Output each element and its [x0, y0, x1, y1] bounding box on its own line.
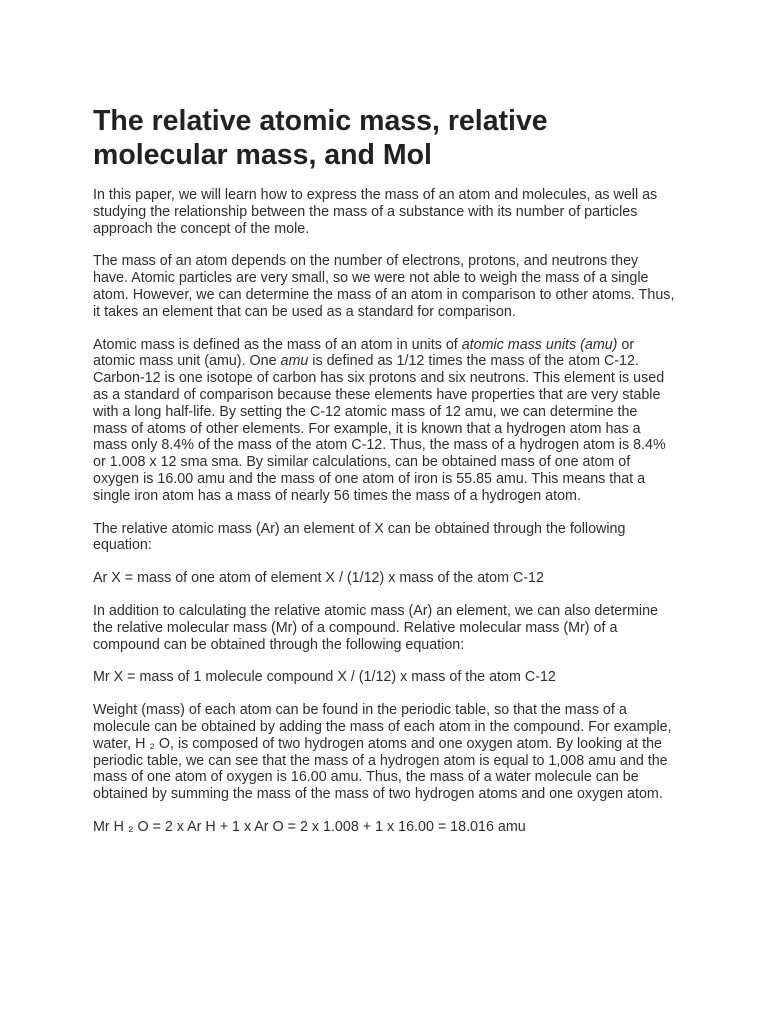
equation-ar — [93, 570, 675, 587]
text-segment: is defined as 1/12 times the mass of the atom C-12. Carbon-12 is one isotope of carbon has six protons and six neutrons. This element is used as a standard of comparison because these elements have properties that are very stable with a long half-life. By setting the C-12 atomic mass of 12 amu, we can determine the mass of atoms of other elements. For example, it is known that a hydrogen atom has a mass only 8.4% of the mass of the atom C-12. Thus, the mass of a hydrogen atom is 8.4% or 1.008 x 12 sma sma. By similar calculations, can be obtained mass of one atom of oxygen is 16.00 amu and the mass of one atom of iron is 55.85 amu. This means that a single iron atom has a mass of nearly 56 times the mass of a hydrogen atom. — [93, 353, 666, 504]
text-segment: Atomic mass is defined as the mass of an atom in units of — [93, 336, 462, 353]
document-title: The relative atomic mass, relative molecular mass, and Mol — [93, 105, 548, 171]
equation-text: Ar X = mass of one atom of element X / (1/12) x mass of the atom C-12 — [93, 570, 544, 587]
text-segment: In this paper, we will learn how to express the mass of an atom and molecules, as well as studying the relationship between the mass of a substance with its number of particles approach the concept of the mole. — [93, 187, 658, 237]
text-segment: In addition to calculating the relative atomic mass (Ar) an element, we can also determine the relative molecular mass (Mr) of a compound. Relative molecular mass (Mr) of a compound can be obtained through the following equation: — [93, 602, 659, 653]
text-segment: or atomic mass unit (amu). One — [93, 336, 635, 370]
paragraph-mr-intro — [93, 603, 675, 653]
paragraph-water-example — [93, 702, 675, 803]
text-segment: The relative atomic mass (Ar) an element of X can be obtained through the following equation: — [93, 520, 626, 554]
paragraph-intro — [93, 187, 675, 237]
equation-water — [93, 819, 675, 836]
italic-term-amu-full: atomic mass units (amu) — [461, 336, 618, 353]
equation-mr — [93, 669, 675, 686]
equation-text: Mr H ₂ O = 2 x Ar H + 1 x Ar O = 2 x 1.008 + 1 x 16.00 = 18.016 amu — [93, 818, 526, 835]
paragraph-atom-mass — [93, 253, 675, 320]
paragraph-atomic-mass-definition — [93, 337, 675, 505]
paragraph-ar-intro — [93, 521, 675, 555]
text-segment: The mass of an atom depends on the number of electrons, protons, and neutrons they have. Atomic particles are very small, so we were not able to weigh the mass of a single atom. However, we can determine the mass of an atom in comparison to other atoms. Thus, it takes an element that can be used as a standard for comparison. — [93, 253, 675, 320]
text-segment: Weight (mass) of each atom can be found in the periodic table, so that the mass of a molecule can be obtained by adding the mass of each atom in the compound. For example, water, H ₂ O, is composed of two hydrogen atoms and one oxygen atom. By looking at the periodic table, we can see that the mass of a hydrogen atom is equal to 1,008 amu and the mass of one atom of oxygen is 16.00 amu. Thus, the mass of a water molecule can be obtained by summing the mass of the mass of two hydrogen atoms and one oxygen atom. — [93, 702, 672, 803]
document-page — [93, 104, 675, 852]
equation-text: Mr X = mass of 1 molecule compound X / (1/12) x mass of the atom C-12 — [93, 669, 556, 686]
italic-term-amu: amu — [280, 353, 309, 370]
